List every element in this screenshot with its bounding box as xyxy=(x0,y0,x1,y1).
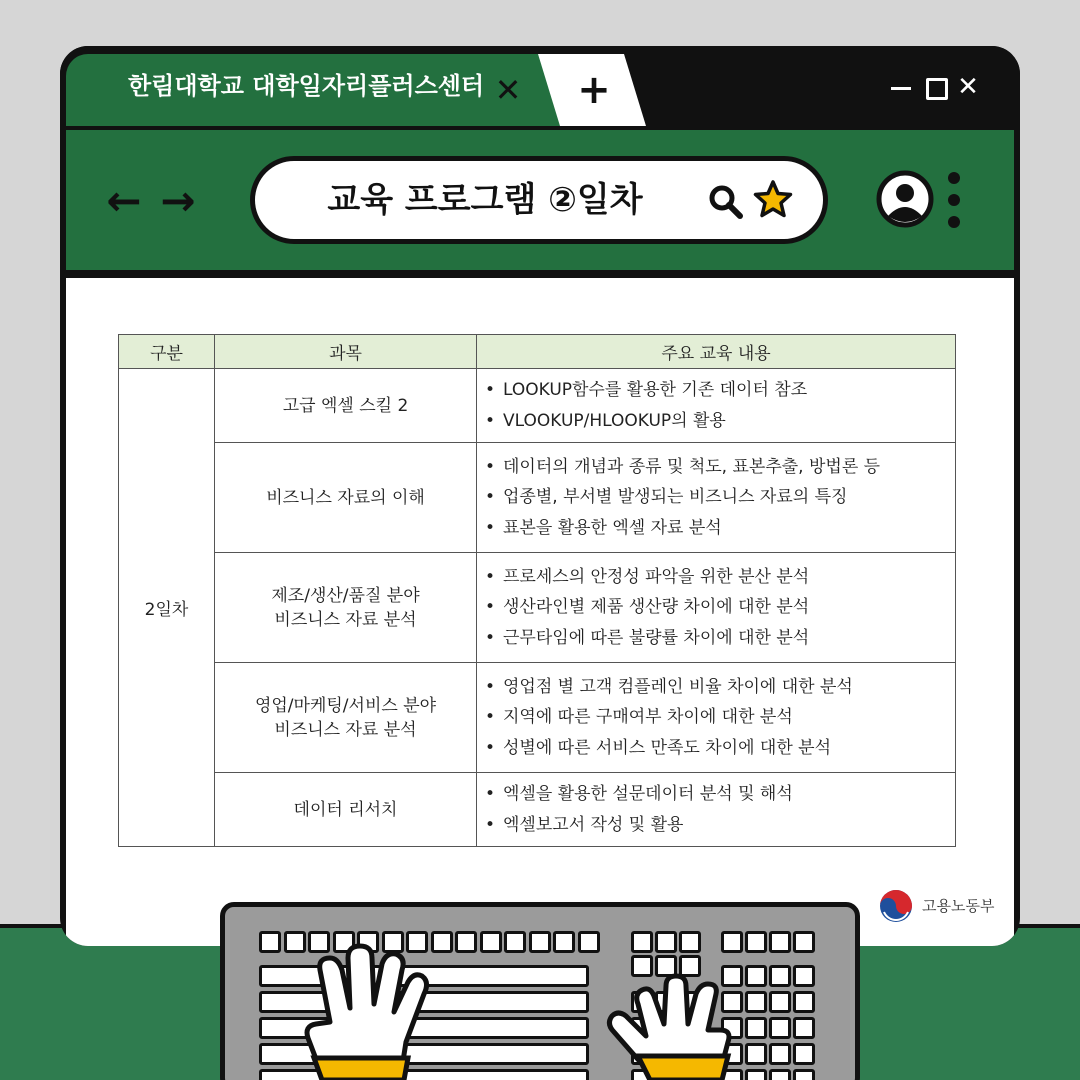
plus-icon[interactable]: + xyxy=(577,67,611,113)
keyboard-key xyxy=(721,931,743,953)
subject-cell xyxy=(215,443,477,553)
table-row xyxy=(119,663,956,773)
keyboard-key xyxy=(769,965,791,987)
content-item: • 성별에 따른 서비스 만족도 차이에 대한 분석 xyxy=(485,733,947,764)
table-row xyxy=(119,773,956,847)
subject-line: 영업/마케팅/서비스 분야 xyxy=(254,695,437,716)
education-program-table xyxy=(118,334,956,847)
keyboard-key xyxy=(679,931,701,953)
keyboard-key xyxy=(769,1069,791,1080)
keyboard-key xyxy=(745,965,767,987)
content-item: • 데이터의 개념과 종류 및 척도, 표본추출, 방법론 등 xyxy=(485,452,947,483)
keyboard-key xyxy=(793,1017,815,1039)
content-item: • 근무타임에 따른 불량률 차이에 대한 분석 xyxy=(485,623,947,654)
subject-line: 비즈니스 자료 분석 xyxy=(274,609,417,630)
keyboard-key xyxy=(769,931,791,953)
header-subject: 과목 xyxy=(215,335,477,369)
content-cell xyxy=(477,369,956,443)
subject-line: 제조/생산/품질 분야 xyxy=(271,585,420,606)
content-item: • LOOKUP함수를 활용한 기존 데이터 참조 xyxy=(485,375,947,406)
profile-avatar-icon[interactable] xyxy=(876,170,934,228)
content-item: • 표본을 활용한 엑셀 자료 분석 xyxy=(485,513,947,544)
minimize-icon[interactable] xyxy=(886,72,916,102)
keyboard-key xyxy=(793,965,815,987)
keyboard-key xyxy=(793,931,815,953)
subject-line: 데이터 리서치 xyxy=(293,799,398,820)
keyboard-key xyxy=(793,1069,815,1080)
content-item: • 엑셀보고서 작성 및 활용 xyxy=(485,810,947,841)
page-content xyxy=(66,274,1014,946)
subject-line: 비즈니스 자료의 이해 xyxy=(266,487,425,508)
keyboard-key xyxy=(745,1017,767,1039)
keyboard-key xyxy=(769,1043,791,1065)
keyboard-key xyxy=(578,931,600,953)
table-row xyxy=(119,443,956,553)
content-item: • 생산라인별 제품 생산량 차이에 대한 분석 xyxy=(485,592,947,623)
search-icon[interactable] xyxy=(707,183,743,219)
taegeuk-logo-icon xyxy=(878,888,914,924)
content-cell xyxy=(477,553,956,663)
left-hand-icon xyxy=(290,938,470,1080)
keyboard-key xyxy=(745,1069,767,1080)
subject-line: 비즈니스 자료 분석 xyxy=(274,719,417,740)
keyboard-key xyxy=(529,931,551,953)
address-text: 교육 프로그램 ②일차 xyxy=(327,180,643,220)
subject-cell xyxy=(215,663,477,773)
content-item: • 영업점 별 고객 컴플레인 비율 차이에 대한 분석 xyxy=(485,672,947,703)
ministry-name: 고용노동부 xyxy=(922,897,995,915)
browser-toolbar xyxy=(66,130,1014,270)
keyboard-key xyxy=(745,1043,767,1065)
subject-cell xyxy=(215,369,477,443)
division-cell: 2일차 xyxy=(119,369,215,847)
keyboard-key xyxy=(745,991,767,1013)
keyboard-key xyxy=(480,931,502,953)
content-cell xyxy=(477,443,956,553)
subject-line: 고급 엑셀 스킬 2 xyxy=(282,395,409,416)
header-division: 구분 xyxy=(119,335,215,369)
more-options-icon[interactable] xyxy=(946,170,962,230)
content-cell xyxy=(477,663,956,773)
table-row xyxy=(119,553,956,663)
keyboard-key xyxy=(504,931,526,953)
content-item: • 엑셀을 활용한 설문데이터 분석 및 해석 xyxy=(485,779,947,810)
browser-window xyxy=(60,46,1020,946)
header-content: 주요 교육 내용 xyxy=(477,335,956,369)
subject-cell xyxy=(215,553,477,663)
keyboard-key xyxy=(655,931,677,953)
content-cell xyxy=(477,773,956,847)
maximize-icon[interactable] xyxy=(920,72,950,102)
content-item: • 지역에 따른 구매여부 차이에 대한 분석 xyxy=(485,702,947,733)
subject-cell xyxy=(215,773,477,847)
keyboard-key xyxy=(769,991,791,1013)
keyboard-key xyxy=(793,991,815,1013)
content-item: • VLOOKUP/HLOOKUP의 활용 xyxy=(485,406,947,437)
keyboard-key xyxy=(259,931,281,953)
keyboard-key xyxy=(631,931,653,953)
address-bar[interactable] xyxy=(250,156,828,244)
keyboard-key xyxy=(793,1043,815,1065)
content-item: • 프로세스의 안정성 파악을 위한 분산 분석 xyxy=(485,562,947,593)
forward-arrow-icon[interactable]: → xyxy=(160,176,196,225)
keyboard-key xyxy=(769,1017,791,1039)
tab-bar xyxy=(60,46,1020,128)
content-item: • 업종별, 부서별 발생되는 비즈니스 자료의 특징 xyxy=(485,482,947,513)
keyboard-key xyxy=(553,931,575,953)
right-hand-icon xyxy=(590,972,740,1080)
table-row xyxy=(119,369,956,443)
tab-close-icon[interactable]: ✕ xyxy=(494,71,522,109)
tab-title: 한림대학교 대학일자리플러스센터 xyxy=(128,72,485,100)
keyboard-key xyxy=(745,931,767,953)
window-close-icon[interactable]: ✕ xyxy=(957,72,979,102)
back-arrow-icon[interactable]: ← xyxy=(106,176,142,225)
star-icon[interactable] xyxy=(753,179,793,219)
